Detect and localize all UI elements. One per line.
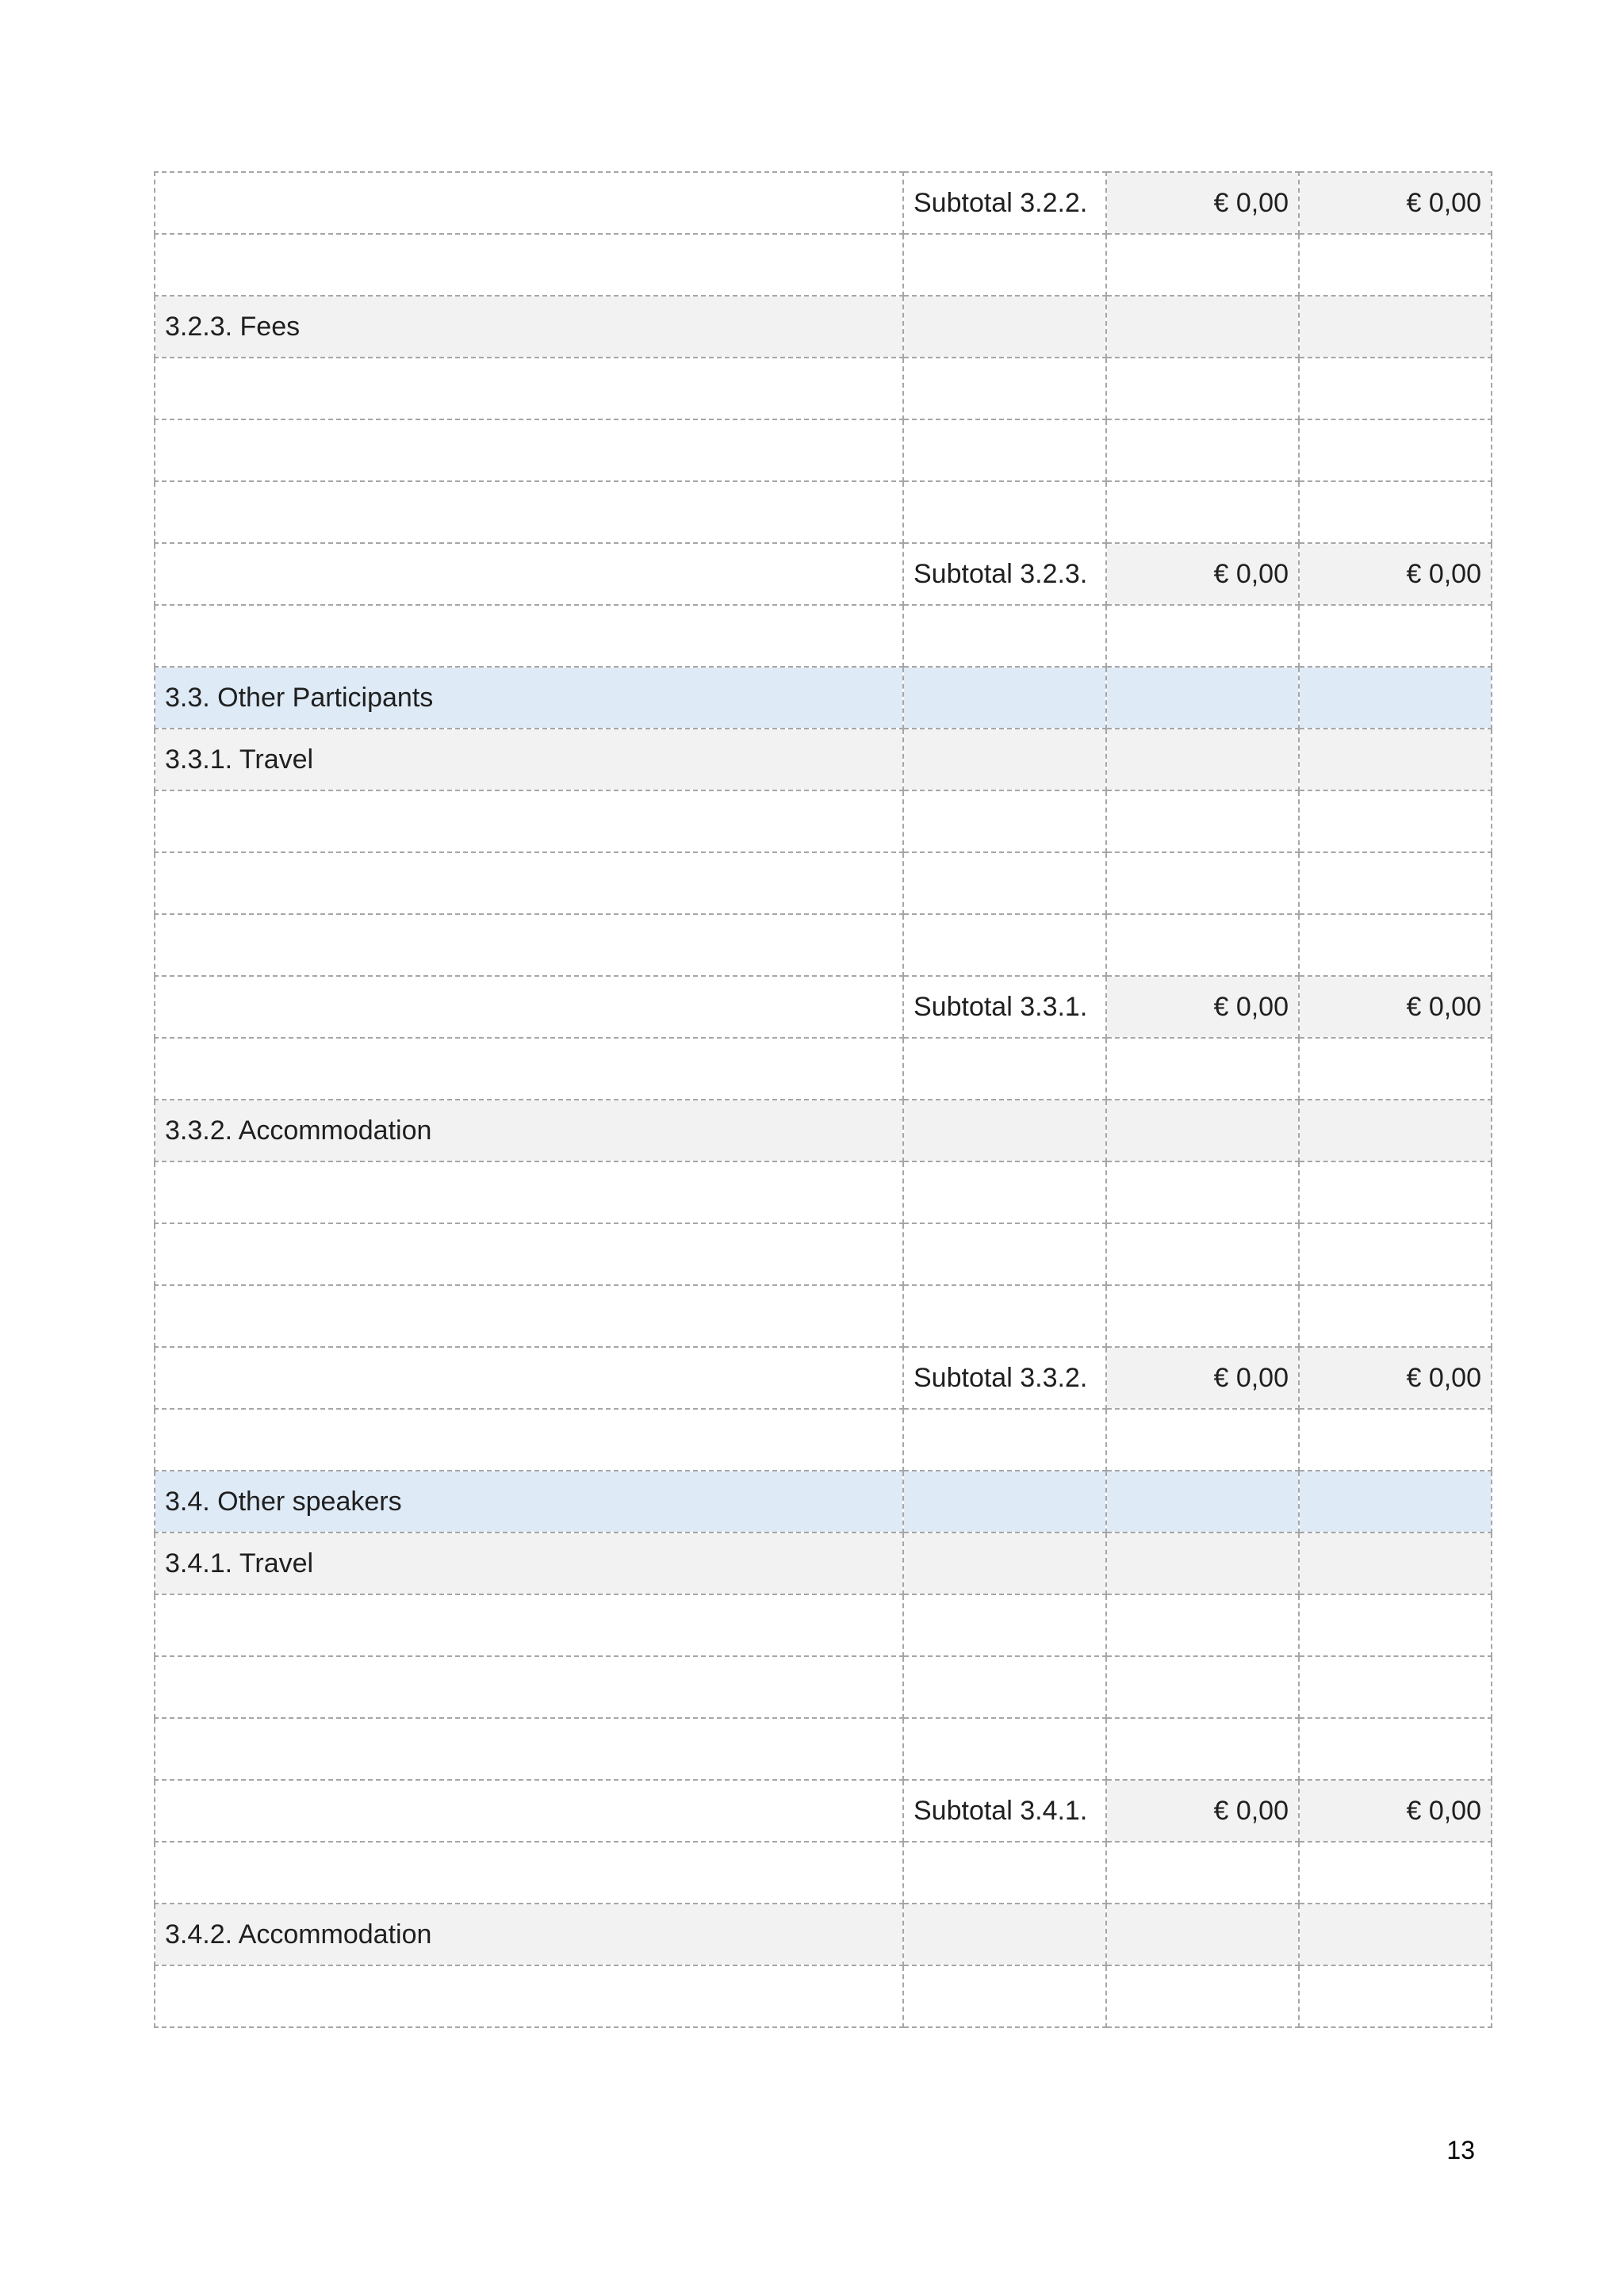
table-cell[interactable] bbox=[1299, 1471, 1492, 1533]
subtotal-row bbox=[155, 543, 1492, 605]
table-cell[interactable] bbox=[1299, 1100, 1492, 1161]
empty-row bbox=[155, 914, 1492, 976]
table-cell[interactable] bbox=[155, 914, 903, 976]
table-cell[interactable] bbox=[155, 790, 903, 852]
table-cell[interactable] bbox=[903, 1594, 1106, 1656]
table-cell[interactable] bbox=[1106, 1285, 1299, 1347]
table-cell[interactable] bbox=[1106, 1038, 1299, 1100]
subtotal-row bbox=[155, 976, 1492, 1038]
table-cell[interactable] bbox=[155, 1965, 903, 2027]
table-cell[interactable] bbox=[1299, 1965, 1492, 2027]
table-cell[interactable] bbox=[1299, 605, 1492, 667]
subtotal-row bbox=[155, 1780, 1492, 1842]
subsection-row bbox=[155, 296, 1492, 358]
subtotal-label[interactable]: Subtotal 3.4.1. bbox=[903, 1780, 1106, 1842]
table-cell[interactable] bbox=[903, 419, 1106, 481]
table-cell[interactable] bbox=[155, 1161, 903, 1223]
table-cell[interactable] bbox=[1106, 1161, 1299, 1223]
table-cell[interactable] bbox=[1299, 419, 1492, 481]
table-cell[interactable] bbox=[1106, 790, 1299, 852]
table-cell[interactable] bbox=[155, 1347, 903, 1409]
subtotal-label[interactable]: Subtotal 3.3.1. bbox=[903, 976, 1106, 1038]
subtotal-amount-1[interactable]: € 0,00 bbox=[1106, 1780, 1299, 1842]
table-cell[interactable] bbox=[155, 852, 903, 914]
subsection-row bbox=[155, 1904, 1492, 1965]
table-cell[interactable] bbox=[1106, 419, 1299, 481]
table-cell[interactable] bbox=[1299, 1533, 1492, 1594]
subtotal-label[interactable]: Subtotal 3.2.3. bbox=[903, 543, 1106, 605]
table-cell[interactable] bbox=[1106, 852, 1299, 914]
table-cell[interactable] bbox=[155, 1780, 903, 1842]
table-cell[interactable] bbox=[1299, 1038, 1492, 1100]
subsection-title[interactable]: 3.3.1. Travel bbox=[155, 729, 903, 790]
table-cell[interactable] bbox=[1106, 914, 1299, 976]
subsection-title[interactable]: 3.3.2. Accommodation bbox=[155, 1100, 903, 1161]
table-cell[interactable] bbox=[1299, 729, 1492, 790]
table-cell[interactable] bbox=[1299, 1656, 1492, 1718]
table-cell[interactable] bbox=[1106, 1100, 1299, 1161]
table-cell[interactable] bbox=[1106, 358, 1299, 419]
table-cell[interactable] bbox=[155, 234, 903, 296]
table-cell[interactable] bbox=[903, 1904, 1106, 1965]
empty-row bbox=[155, 605, 1492, 667]
table-cell[interactable] bbox=[155, 605, 903, 667]
empty-row bbox=[155, 234, 1492, 296]
subtotal-amount-1[interactable]: € 0,00 bbox=[1106, 172, 1299, 234]
subtotal-amount-2[interactable]: € 0,00 bbox=[1299, 1780, 1492, 1842]
table-cell[interactable] bbox=[903, 914, 1106, 976]
table-cell[interactable] bbox=[1106, 481, 1299, 543]
table-cell[interactable] bbox=[1299, 481, 1492, 543]
table-cell[interactable] bbox=[1106, 1223, 1299, 1285]
table-cell[interactable] bbox=[903, 1533, 1106, 1594]
table-cell[interactable] bbox=[155, 1038, 903, 1100]
empty-row bbox=[155, 419, 1492, 481]
table-cell[interactable] bbox=[903, 1718, 1106, 1780]
table-cell[interactable] bbox=[1106, 1656, 1299, 1718]
table-cell[interactable] bbox=[1106, 1533, 1299, 1594]
subsection-title[interactable]: 3.4.1. Travel bbox=[155, 1533, 903, 1594]
empty-row bbox=[155, 1038, 1492, 1100]
table-cell[interactable] bbox=[1106, 1471, 1299, 1533]
table-cell[interactable] bbox=[1299, 1223, 1492, 1285]
empty-row bbox=[155, 1285, 1492, 1347]
table-cell[interactable] bbox=[155, 481, 903, 543]
table-cell[interactable] bbox=[903, 605, 1106, 667]
table-cell[interactable] bbox=[155, 1718, 903, 1780]
table-cell[interactable] bbox=[1106, 1409, 1299, 1471]
empty-row bbox=[155, 1223, 1492, 1285]
table-cell[interactable] bbox=[1106, 1842, 1299, 1904]
table-cell[interactable] bbox=[1106, 1904, 1299, 1965]
empty-row bbox=[155, 1656, 1492, 1718]
table-cell[interactable] bbox=[1299, 914, 1492, 976]
subtotal-amount-2[interactable]: € 0,00 bbox=[1299, 172, 1492, 234]
table-cell[interactable] bbox=[1106, 1594, 1299, 1656]
budget-table-body bbox=[155, 172, 1492, 2027]
subtotal-amount-1[interactable]: € 0,00 bbox=[1106, 976, 1299, 1038]
table-cell[interactable] bbox=[1299, 1842, 1492, 1904]
table-cell[interactable] bbox=[903, 790, 1106, 852]
table-cell[interactable] bbox=[155, 1656, 903, 1718]
subsection-row bbox=[155, 729, 1492, 790]
section-title[interactable]: 3.4. Other speakers bbox=[155, 1471, 903, 1533]
empty-row bbox=[155, 852, 1492, 914]
table-cell[interactable] bbox=[1299, 1904, 1492, 1965]
table-cell[interactable] bbox=[903, 481, 1106, 543]
table-cell[interactable] bbox=[1299, 852, 1492, 914]
table-cell[interactable] bbox=[155, 1409, 903, 1471]
table-cell[interactable] bbox=[1299, 234, 1492, 296]
subsection-title[interactable]: 3.2.3. Fees bbox=[155, 296, 903, 358]
subtotal-amount-2[interactable]: € 0,00 bbox=[1299, 1347, 1492, 1409]
subtotal-amount-1[interactable]: € 0,00 bbox=[1106, 1347, 1299, 1409]
table-cell[interactable] bbox=[903, 1842, 1106, 1904]
table-cell[interactable] bbox=[903, 234, 1106, 296]
table-cell[interactable] bbox=[1106, 1965, 1299, 2027]
table-cell[interactable] bbox=[903, 1161, 1106, 1223]
subsection-row bbox=[155, 1533, 1492, 1594]
subsection-title[interactable]: 3.4.2. Accommodation bbox=[155, 1904, 903, 1965]
table-cell[interactable] bbox=[1299, 790, 1492, 852]
table-cell[interactable] bbox=[155, 976, 903, 1038]
subtotal-row bbox=[155, 1347, 1492, 1409]
table-cell[interactable] bbox=[903, 1038, 1106, 1100]
table-cell[interactable] bbox=[903, 358, 1106, 419]
table-cell[interactable] bbox=[903, 296, 1106, 358]
section-title[interactable]: 3.3. Other Participants bbox=[155, 667, 903, 729]
table-cell[interactable] bbox=[1106, 729, 1299, 790]
empty-row bbox=[155, 1161, 1492, 1223]
table-cell[interactable] bbox=[1106, 296, 1299, 358]
table-cell[interactable] bbox=[1299, 358, 1492, 419]
empty-row bbox=[155, 1409, 1492, 1471]
table-cell[interactable] bbox=[903, 1285, 1106, 1347]
table-cell[interactable] bbox=[1299, 1409, 1492, 1471]
table-cell[interactable] bbox=[903, 1409, 1106, 1471]
subtotal-amount-2[interactable]: € 0,00 bbox=[1299, 543, 1492, 605]
table-cell[interactable] bbox=[155, 172, 903, 234]
table-cell[interactable] bbox=[1299, 1285, 1492, 1347]
section-row bbox=[155, 1471, 1492, 1533]
empty-row bbox=[155, 1718, 1492, 1780]
table-cell[interactable] bbox=[155, 1285, 903, 1347]
table-cell[interactable] bbox=[903, 1223, 1106, 1285]
table-cell[interactable] bbox=[1299, 1718, 1492, 1780]
table-cell[interactable] bbox=[903, 852, 1106, 914]
empty-row bbox=[155, 1965, 1492, 2027]
table-cell[interactable] bbox=[903, 729, 1106, 790]
table-cell[interactable] bbox=[903, 1100, 1106, 1161]
table-cell[interactable] bbox=[903, 1965, 1106, 2027]
empty-row bbox=[155, 790, 1492, 852]
table-cell[interactable] bbox=[155, 1594, 903, 1656]
table-cell[interactable] bbox=[1299, 1594, 1492, 1656]
table-cell[interactable] bbox=[903, 1656, 1106, 1718]
table-cell[interactable] bbox=[155, 419, 903, 481]
table-cell[interactable] bbox=[1106, 667, 1299, 729]
table-cell[interactable] bbox=[1299, 296, 1492, 358]
table-cell[interactable] bbox=[155, 1223, 903, 1285]
table-cell[interactable] bbox=[903, 667, 1106, 729]
table-cell[interactable] bbox=[1106, 605, 1299, 667]
budget-table bbox=[154, 171, 1492, 2028]
table-cell[interactable] bbox=[1299, 667, 1492, 729]
subtotal-row bbox=[155, 172, 1492, 234]
subtotal-label[interactable]: Subtotal 3.3.2. bbox=[903, 1347, 1106, 1409]
table-cell[interactable] bbox=[1106, 234, 1299, 296]
table-cell[interactable] bbox=[903, 1471, 1106, 1533]
subsection-row bbox=[155, 1100, 1492, 1161]
subtotal-amount-2[interactable]: € 0,00 bbox=[1299, 976, 1492, 1038]
table-cell[interactable] bbox=[1299, 1161, 1492, 1223]
table-cell[interactable] bbox=[155, 1842, 903, 1904]
table-cell[interactable] bbox=[155, 358, 903, 419]
page-number: 13 bbox=[1446, 2136, 1475, 2164]
section-row bbox=[155, 667, 1492, 729]
subtotal-label[interactable]: Subtotal 3.2.2. bbox=[903, 172, 1106, 234]
table-cell[interactable] bbox=[1106, 1718, 1299, 1780]
empty-row bbox=[155, 481, 1492, 543]
table-cell[interactable] bbox=[155, 543, 903, 605]
empty-row bbox=[155, 358, 1492, 419]
empty-row bbox=[155, 1594, 1492, 1656]
empty-row bbox=[155, 1842, 1492, 1904]
subtotal-amount-1[interactable]: € 0,00 bbox=[1106, 543, 1299, 605]
